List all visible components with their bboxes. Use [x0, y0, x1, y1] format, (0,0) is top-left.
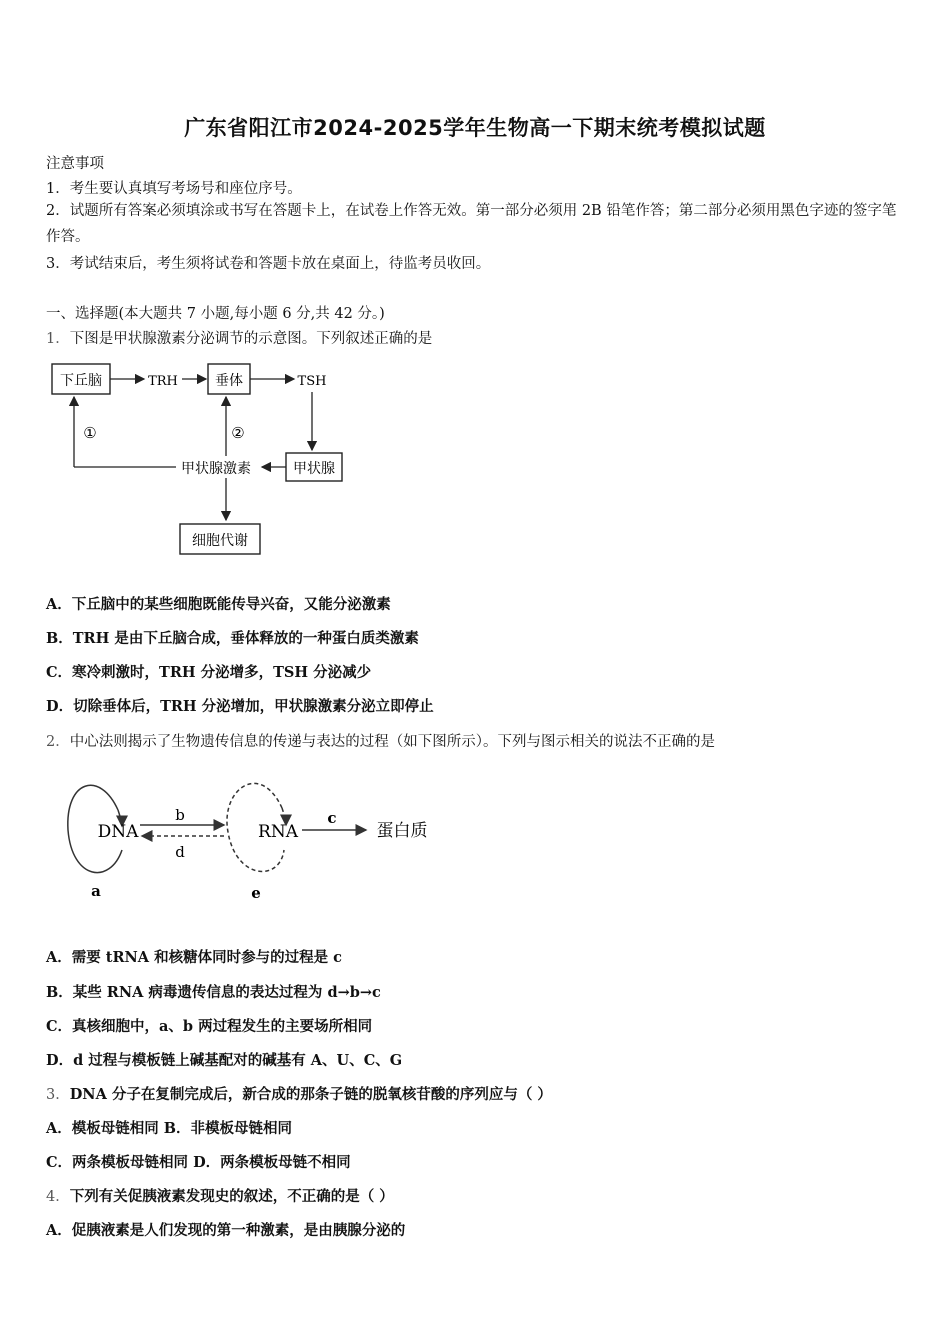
option: B．某些 RNA 病毒遗传信息的表达过程为 d→b→c: [46, 984, 381, 1001]
option: C．寒冷刺激时，TRH 分泌增多，TSH 分泌减少: [46, 664, 372, 681]
question-text: 下列有关促胰液素发现史的叙述，不正确的是（ ）: [69, 1188, 394, 1205]
metabolism-box: [180, 524, 260, 554]
thyroid-box: [286, 453, 342, 481]
question-text: 中心法则揭示了生物遗传信息的传递与表达的过程（如下图所示）。下列与图示相关的说法不正确的是: [69, 734, 715, 750]
thyroid-regulation-diagram: [40, 352, 370, 562]
protein-label: 蛋白质: [376, 821, 428, 841]
question-text: 下图是甲状腺激素分泌调节的示意图。下列叙述正确的是: [69, 331, 433, 347]
process-c-label: c: [327, 809, 337, 827]
process-e-label: e: [251, 884, 261, 902]
dna-label: DNA: [97, 822, 139, 842]
question-1-stem: [46, 327, 432, 348]
question-number: 3．: [46, 1087, 70, 1103]
question-3-stem: [46, 1083, 552, 1104]
process-d-label: d: [175, 843, 185, 861]
section-heading: 一、选择题(本大题共 7 小题,每小题 6 分,共 42 分。): [46, 306, 385, 322]
option: B．TRH 是由下丘脑合成，垂体释放的一种蛋白质类激素: [46, 630, 419, 647]
trh-label: TRH: [148, 374, 178, 389]
metabolism-label: 细胞代谢: [192, 533, 248, 549]
option: A．下丘脑中的某些细胞既能传导兴奋，又能分泌激素: [46, 596, 391, 613]
option: A．需要 tRNA 和核糖体同时参与的过程是 c: [46, 949, 342, 966]
option: A．促胰液素是人们发现的第一种激素，是由胰腺分泌的: [46, 1222, 406, 1239]
pituitary-box: [208, 364, 250, 394]
hormone-label: 甲状腺激素: [181, 461, 251, 477]
process-a-label: a: [91, 882, 101, 900]
question-4-stem: [46, 1185, 394, 1206]
feedback-mark-1: ①: [83, 424, 97, 442]
question-number: 1．: [46, 331, 70, 347]
hypothalamus-box: [52, 364, 110, 394]
thyroid-label: 甲状腺: [293, 461, 335, 477]
option: A．模板母链相同 B．非模板母链相同: [46, 1120, 293, 1137]
process-b-label: b: [175, 806, 185, 824]
central-dogma-diagram: [60, 770, 450, 910]
question-text: DNA 分子在复制完成后，新合成的那条子链的脱氧核苷酸的序列应与（ ）: [69, 1086, 552, 1103]
question-number: 4．: [46, 1189, 70, 1205]
hypothalamus-label: 下丘脑: [60, 373, 102, 389]
notice-item: 2．试题所有答案必须填涂或书写在答题卡上，在试卷上作答无效。第一部分必须用 2B 铅笔作答；第二部分必须用黑色字迹的签字笔作答。: [46, 203, 897, 245]
question-number: 2．: [46, 734, 70, 750]
question-2-stem: [46, 730, 715, 751]
pituitary-label: 垂体: [215, 373, 243, 389]
page-title: 广东省阳江市2024-2025学年生物高一下期末统考模拟试题: [184, 116, 766, 140]
option: D．切除垂体后，TRH 分泌增加，甲状腺激素分泌立即停止: [46, 698, 434, 715]
tsh-label: TSH: [297, 374, 327, 389]
option: D．d 过程与模板链上碱基配对的碱基有 A、U、C、G: [46, 1052, 403, 1069]
rna-label: RNA: [258, 822, 298, 842]
notice-item: 1．考生要认真填写考场号和座位序号。: [46, 181, 302, 197]
option: C．两条模板母链相同 D．两条模板母链不相同: [46, 1154, 351, 1171]
feedback-mark-2: ②: [231, 424, 245, 442]
option: C．真核细胞中，a、b 两过程发生的主要场所相同: [46, 1018, 373, 1035]
notice-heading: 注意事项: [46, 156, 104, 172]
notice-item: 3．考试结束后，考生须将试卷和答题卡放在桌面上，待监考员收回。: [46, 256, 491, 272]
